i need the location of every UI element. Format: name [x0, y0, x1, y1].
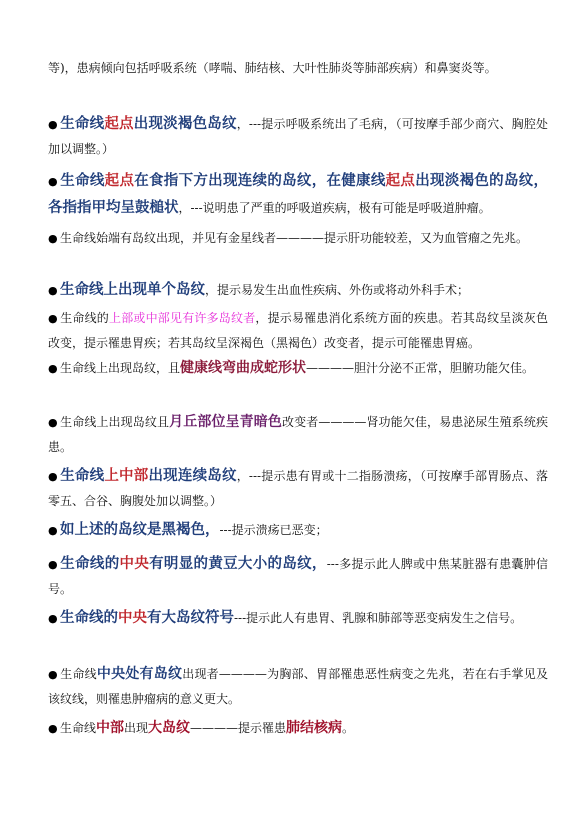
p2-c: 在食指下方出现连续的岛纹，在健康线: [134, 172, 386, 189]
paragraph-snake-health-line: [48, 356, 548, 381]
p10-c: 有明显的黄豆大小的岛纹，: [149, 555, 327, 572]
p1-d: ，---提示呼吸系统出了毛病，（可按摩手部少商穴、胸腔处加以调整。）: [48, 117, 549, 156]
bullet-icon: ●: [48, 312, 58, 325]
paragraph-many-islands: [48, 306, 548, 355]
p2-b: 起点: [104, 172, 135, 189]
p9-b: ---提示溃疡已恶变；: [219, 523, 328, 537]
p8-a: 生命线: [60, 467, 105, 484]
bullet-icon: ●: [48, 722, 58, 735]
p2-d: 起点: [385, 172, 416, 189]
p11-b: 中央: [118, 609, 147, 626]
p1-a: 生命线: [60, 115, 105, 132]
p13-b: 中部: [96, 720, 125, 736]
paragraph-index-finger-islands: [48, 168, 548, 221]
bullet-icon: ●: [48, 232, 58, 245]
p13-d: 大岛纹: [148, 720, 191, 736]
paragraph-dark-brown: [48, 518, 548, 543]
p6-a: 生命线上出现岛纹，且: [60, 361, 181, 375]
paragraph-upper-middle-islands: [48, 464, 548, 513]
p13-g: 。: [342, 721, 355, 735]
p11-d: ---提示此人有患胃、乳腺和肺部等恶变病发生之信号。: [234, 611, 523, 625]
p10-a: 生命线的: [60, 555, 120, 572]
paragraph-big-island-symbol: [48, 606, 548, 631]
paragraph-tuberculosis: [48, 716, 548, 741]
paragraph-soybean-island: [48, 552, 548, 601]
p8-c: 出现连续岛纹: [148, 467, 237, 484]
paragraph-single-island: [48, 278, 548, 303]
p6-c: ————胆汁分泌不正常，胆腑功能欠佳。: [306, 361, 535, 375]
bullet-icon: ●: [48, 362, 58, 375]
paragraph-venus-line: [48, 226, 548, 251]
paragraph-moon-mount: [48, 410, 548, 459]
p13-f: 肺结核病: [286, 720, 343, 736]
paragraph-intro: [48, 56, 548, 80]
p12-a: 生命线: [60, 667, 97, 681]
p9-a: 如上述的岛纹是黑褐色，: [60, 521, 220, 538]
p5-c: ，提示易罹患消化系统方面的疾患。若其岛纹呈淡灰色改变，提示罹患胃疾；若其岛纹呈深褐色（黑褐色）改变者，提示可能罹患胃癌。: [48, 311, 548, 350]
p11-a: 生命线的: [60, 609, 118, 626]
bullet-icon: ●: [48, 668, 58, 681]
bullet-icon: ●: [48, 558, 58, 571]
bullet-icon: ●: [48, 612, 58, 625]
p13-c: 出现: [124, 721, 149, 735]
p5-a: 生命线的: [60, 311, 109, 325]
bullet-icon: ●: [48, 524, 58, 537]
p7-b: 月丘部位呈青暗色: [169, 414, 282, 430]
p7-c: 改变者————肾功能欠佳，易患泌尿生殖系统疾患。: [48, 415, 548, 454]
paragraph-center-island: [48, 662, 548, 711]
p2-e: 出现淡褐色的岛纹，各指指甲均呈鼓槌状: [48, 172, 549, 216]
p13-e: ————提示罹患: [190, 721, 287, 735]
p6-b: 健康线弯曲成蛇形状: [180, 360, 307, 376]
p10-d: ---多提示此人脾或中焦某脏器有患囊肿信号。: [48, 557, 549, 596]
p11-c: 有大岛纹符号: [147, 609, 234, 626]
p10-b: 中央: [119, 555, 150, 572]
p12-c: 出现者————为胸部、胃部罹患恶性病变之先兆，若在右手掌见及该纹线，则罹患肿瘤病的意义更大。: [48, 667, 548, 706]
p5-b: 上部或中部见有许多岛纹者: [109, 311, 256, 325]
p8-b: 上中部: [104, 467, 149, 484]
paragraph-life-line-start-brown-island: [48, 112, 548, 161]
bullet-icon: ●: [48, 175, 58, 188]
p2-f: ，---说明患了严重的呼吸道疾病，极有可能是呼吸道肿瘤。: [178, 201, 491, 215]
bullet-icon: ●: [48, 416, 58, 429]
p1-c: 出现淡褐色岛纹: [133, 115, 237, 132]
p2-a: 生命线: [60, 172, 105, 189]
bullet-icon: ●: [48, 470, 58, 483]
p4-b: ，提示易发生出血性疾病、外伤或将动外科手术；: [205, 283, 470, 297]
p4-a: 生命线上出现单个岛纹: [60, 281, 205, 298]
p3-text: 生命线始端有岛纹出现，并见有金星线者————提示肝功能较差，又为血管瘤之先兆。: [60, 231, 529, 245]
intro-text: 等)，患病倾向包括呼吸系统（哮喘、肺结核、大叶性肺炎等肺部疾病）和鼻窦炎等。: [48, 61, 497, 75]
p13-a: 生命线: [60, 721, 97, 735]
p8-d: ，---提示患有胃或十二指肠溃疡，（可按摩手部胃肠点、落零五、合谷、胸腹处加以调整。）: [48, 469, 549, 508]
bullet-icon: ●: [48, 284, 58, 297]
p12-b: 中央处有岛纹: [96, 666, 183, 682]
p7-a: 生命线上出现岛纹且: [60, 415, 170, 429]
p1-b: 起点: [104, 115, 134, 132]
bullet-icon: ●: [48, 118, 58, 131]
